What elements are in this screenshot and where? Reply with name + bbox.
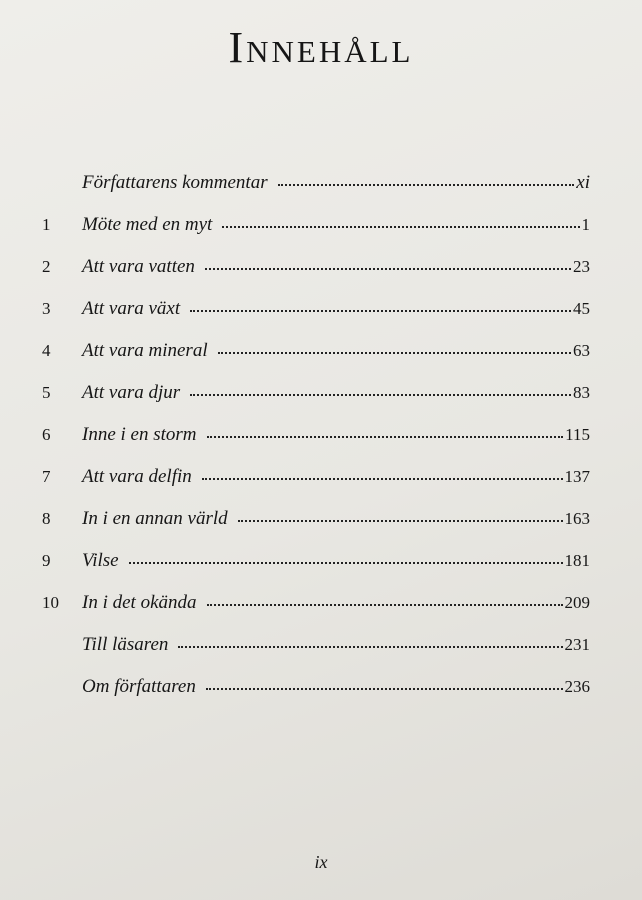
toc-entry — [38, 424, 590, 466]
chapter-number: 7 — [42, 467, 51, 486]
chapter-title: Till läsaren — [82, 634, 169, 655]
page-title: Innehåll — [228, 23, 414, 72]
chapter-title: Möte med en myt — [82, 214, 213, 235]
chapter-title: Vilse — [82, 550, 119, 571]
page-number: 163 — [564, 509, 590, 528]
dot-leader — [129, 562, 563, 564]
chapter-title: Att vara delfin — [82, 466, 192, 487]
dot-leader — [207, 604, 563, 606]
chapter-title: In i det okända — [82, 592, 197, 613]
chapter-number: 6 — [42, 425, 51, 444]
dot-leader — [190, 310, 571, 312]
chapter-number: 8 — [42, 509, 51, 528]
chapter-number: 9 — [42, 551, 51, 570]
page-number: 137 — [564, 467, 590, 486]
page-number: 236 — [564, 677, 590, 696]
page-number: 83 — [573, 383, 590, 402]
toc-entry — [38, 172, 590, 214]
toc-entry — [38, 676, 590, 718]
chapter-number: 4 — [42, 341, 51, 360]
chapter-title: In i en annan värld — [82, 508, 228, 529]
page-number: 181 — [564, 551, 590, 570]
toc-entry — [38, 382, 590, 424]
chapter-title: Inne i en storm — [82, 424, 197, 445]
toc-entry — [38, 466, 590, 508]
table-of-contents — [38, 172, 590, 718]
chapter-title: Att vara växt — [82, 298, 181, 319]
toc-entry — [38, 592, 590, 634]
page-number: 63 — [573, 341, 590, 360]
page-number: 23 — [573, 257, 590, 276]
toc-entry — [38, 256, 590, 298]
toc-entry — [38, 340, 590, 382]
chapter-title: Att vara mineral — [82, 340, 208, 361]
toc-entry — [38, 298, 590, 340]
dot-leader — [178, 646, 562, 648]
dot-leader — [190, 394, 571, 396]
dot-leader — [206, 688, 563, 690]
dot-leader — [207, 436, 564, 438]
chapter-title: Om författaren — [82, 676, 196, 697]
dot-leader — [222, 226, 579, 228]
page-number: 115 — [565, 425, 590, 444]
page-number: 45 — [573, 299, 590, 318]
chapter-number: 3 — [42, 299, 51, 318]
page-number: 231 — [564, 635, 590, 654]
page-number: 1 — [581, 215, 590, 234]
chapter-number: 2 — [42, 257, 51, 276]
dot-leader — [218, 352, 571, 354]
dot-leader — [278, 184, 575, 186]
chapter-title: Att vara vatten — [82, 256, 195, 277]
chapter-title: Författarens kommentar — [82, 172, 268, 193]
chapter-number: 5 — [42, 383, 51, 402]
dot-leader — [205, 268, 571, 270]
dot-leader — [238, 520, 563, 522]
chapter-number: 1 — [42, 215, 51, 234]
toc-entry — [38, 508, 590, 550]
page-number: 209 — [564, 593, 590, 612]
dot-leader — [202, 478, 563, 480]
toc-entry — [38, 550, 590, 592]
toc-entry — [38, 214, 590, 256]
toc-entry — [38, 634, 590, 676]
chapter-number: 10 — [42, 593, 59, 612]
page-number: xi — [576, 172, 590, 193]
chapter-title: Att vara djur — [82, 382, 181, 403]
page-folio: ix — [314, 852, 328, 872]
